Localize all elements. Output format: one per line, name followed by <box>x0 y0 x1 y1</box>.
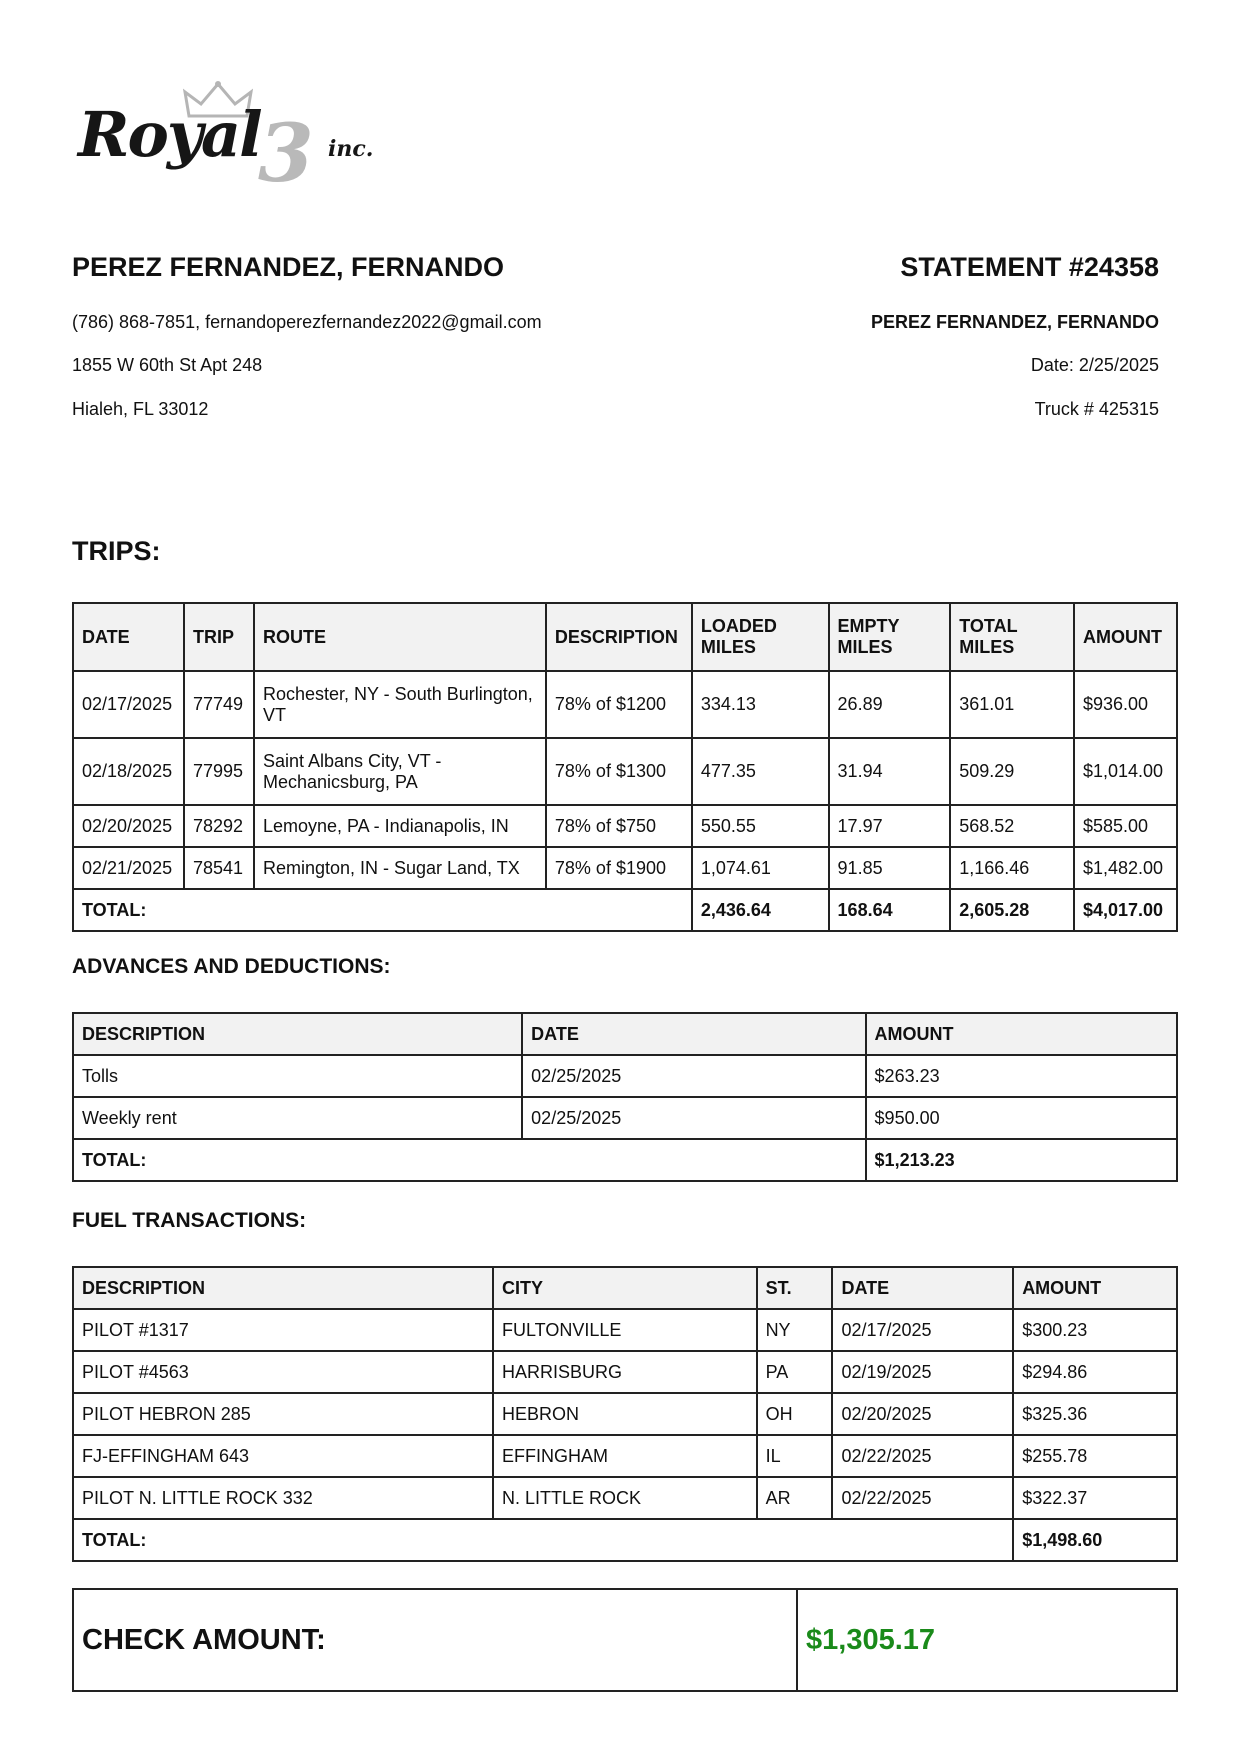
column-header: DATE <box>73 603 184 671</box>
total-row <box>73 889 1177 931</box>
cell-route: Saint Albans City, VT - Mechanicsburg, PA <box>254 738 546 805</box>
column-header: TOTAL MILES <box>950 603 1074 671</box>
cell-date: 02/20/2025 <box>832 1393 1013 1435</box>
driver-address-line2: Hialeh, FL 33012 <box>72 399 209 419</box>
cell-amount: $950.00 <box>866 1097 1177 1139</box>
cell-amount: $936.00 <box>1074 671 1177 738</box>
fuel-title: FUEL TRANSACTIONS: <box>72 1209 307 1232</box>
cell-loaded-miles: 550.55 <box>692 805 829 847</box>
column-header: DATE <box>832 1267 1013 1309</box>
cell-empty-miles: 91.85 <box>829 847 951 889</box>
table-row <box>73 1435 1177 1477</box>
cell-date: 02/17/2025 <box>73 671 184 738</box>
total-label: TOTAL: <box>73 1139 866 1181</box>
cell-amount: $255.78 <box>1013 1435 1177 1477</box>
fuel-table <box>72 1266 1178 1562</box>
column-header: ROUTE <box>254 603 546 671</box>
cell-state: OH <box>757 1393 833 1435</box>
cell-state: AR <box>757 1477 833 1519</box>
cell-description: FJ-EFFINGHAM 643 <box>73 1435 493 1477</box>
cell-city: EFFINGHAM <box>493 1435 757 1477</box>
trips-header-row <box>73 603 1177 671</box>
trips-title: TRIPS: <box>72 536 161 566</box>
column-header: DESCRIPTION <box>73 1013 522 1055</box>
cell-loaded-miles: 334.13 <box>692 671 829 738</box>
cell-amount: $585.00 <box>1074 805 1177 847</box>
cell-amount: $322.37 <box>1013 1477 1177 1519</box>
check-amount-box <box>72 1588 1178 1692</box>
cell-total-miles: 361.01 <box>950 671 1074 738</box>
statement-title: STATEMENT #24358 <box>900 252 1159 282</box>
table-row <box>73 1055 1177 1097</box>
table-row <box>73 1393 1177 1435</box>
cell-city: HARRISBURG <box>493 1351 757 1393</box>
total-amount: $4,017.00 <box>1074 889 1177 931</box>
cell-description: Weekly rent <box>73 1097 522 1139</box>
column-header: CITY <box>493 1267 757 1309</box>
cell-description: 78% of $1200 <box>546 671 692 738</box>
cell-date: 02/21/2025 <box>73 847 184 889</box>
logo-wordmark: Royal <box>78 98 261 171</box>
cell-total-miles: 509.29 <box>950 738 1074 805</box>
statement-date: Date: 2/25/2025 <box>1030 355 1159 375</box>
cell-date: 02/25/2025 <box>522 1097 865 1139</box>
cell-date: 02/22/2025 <box>832 1477 1013 1519</box>
cell-description: PILOT N. LITTLE ROCK 332 <box>73 1477 493 1519</box>
cell-amount: $263.23 <box>866 1055 1177 1097</box>
column-header: AMOUNT <box>1013 1267 1177 1309</box>
cell-empty-miles: 26.89 <box>829 671 951 738</box>
cell-trip: 77995 <box>184 738 254 805</box>
column-header: DESCRIPTION <box>73 1267 493 1309</box>
cell-trip: 78292 <box>184 805 254 847</box>
column-header: EMPTY MILES <box>829 603 951 671</box>
cell-description: Tolls <box>73 1055 522 1097</box>
driver-address-line1: 1855 W 60th St Apt 248 <box>72 355 263 375</box>
cell-trip: 77749 <box>184 671 254 738</box>
cell-amount: $300.23 <box>1013 1309 1177 1351</box>
cell-route: Remington, IN - Sugar Land, TX <box>254 847 546 889</box>
cell-loaded-miles: 477.35 <box>692 738 829 805</box>
total-loaded-miles: 2,436.64 <box>692 889 829 931</box>
table-row <box>73 1351 1177 1393</box>
total-miles: 2,605.28 <box>950 889 1074 931</box>
cell-date: 02/25/2025 <box>522 1055 865 1097</box>
cell-date: 02/17/2025 <box>832 1309 1013 1351</box>
cell-date: 02/20/2025 <box>73 805 184 847</box>
column-header: DESCRIPTION <box>546 603 692 671</box>
cell-city: HEBRON <box>493 1393 757 1435</box>
driver-name: PEREZ FERNANDEZ, FERNANDO <box>72 252 505 282</box>
deductions-header-row <box>73 1013 1177 1055</box>
cell-total-miles: 1,166.46 <box>950 847 1074 889</box>
cell-description: 78% of $750 <box>546 805 692 847</box>
cell-date: 02/22/2025 <box>832 1435 1013 1477</box>
cell-date: 02/19/2025 <box>832 1351 1013 1393</box>
column-header: DATE <box>522 1013 865 1055</box>
table-row <box>73 738 1177 805</box>
company-logo <box>78 80 378 200</box>
check-amount-label: CHECK AMOUNT: <box>74 1590 798 1690</box>
cell-state: NY <box>757 1309 833 1351</box>
cell-description: PILOT #4563 <box>73 1351 493 1393</box>
table-row <box>73 1097 1177 1139</box>
cell-city: N. LITTLE ROCK <box>493 1477 757 1519</box>
cell-empty-miles: 17.97 <box>829 805 951 847</box>
cell-state: IL <box>757 1435 833 1477</box>
total-row <box>73 1139 1177 1181</box>
cell-amount: $294.86 <box>1013 1351 1177 1393</box>
check-amount-value: $1,305.17 <box>806 1623 936 1656</box>
cell-description: 78% of $1300 <box>546 738 692 805</box>
statement-truck: Truck # 425315 <box>1034 399 1159 419</box>
table-row <box>73 847 1177 889</box>
cell-empty-miles: 31.94 <box>829 738 951 805</box>
total-label: TOTAL: <box>73 889 692 931</box>
deductions-table <box>72 1012 1178 1182</box>
column-header: ST. <box>757 1267 833 1309</box>
column-header: LOADED MILES <box>692 603 829 671</box>
cell-description: PILOT HEBRON 285 <box>73 1393 493 1435</box>
cell-amount: $325.36 <box>1013 1393 1177 1435</box>
driver-contact: (786) 868-7851, fernandoperezfernandez2022@gmail.com <box>72 312 542 332</box>
cell-amount: $1,014.00 <box>1074 738 1177 805</box>
fuel-header-row <box>73 1267 1177 1309</box>
cell-description: PILOT #1317 <box>73 1309 493 1351</box>
logo-numeral: 3 <box>258 106 314 200</box>
column-header: AMOUNT <box>866 1013 1177 1055</box>
table-row <box>73 1477 1177 1519</box>
total-amount: $1,498.60 <box>1013 1519 1177 1561</box>
column-header: AMOUNT <box>1074 603 1177 671</box>
cell-city: FULTONVILLE <box>493 1309 757 1351</box>
cell-description: 78% of $1900 <box>546 847 692 889</box>
cell-total-miles: 568.52 <box>950 805 1074 847</box>
cell-state: PA <box>757 1351 833 1393</box>
cell-trip: 78541 <box>184 847 254 889</box>
cell-amount: $1,482.00 <box>1074 847 1177 889</box>
total-row <box>73 1519 1177 1561</box>
statement-name: PEREZ FERNANDEZ, FERNANDO <box>870 312 1159 332</box>
cell-route: Rochester, NY - South Burlington, VT <box>254 671 546 738</box>
column-header: TRIP <box>184 603 254 671</box>
total-label: TOTAL: <box>73 1519 1013 1561</box>
logo-suffix: inc. <box>328 136 374 162</box>
table-row <box>73 1309 1177 1351</box>
deductions-title: ADVANCES AND DEDUCTIONS: <box>72 955 391 978</box>
total-empty-miles: 168.64 <box>829 889 951 931</box>
total-amount: $1,213.23 <box>866 1139 1177 1181</box>
cell-loaded-miles: 1,074.61 <box>692 847 829 889</box>
cell-route: Lemoyne, PA - Indianapolis, IN <box>254 805 546 847</box>
table-row <box>73 671 1177 738</box>
trips-table <box>72 602 1178 932</box>
table-row <box>73 805 1177 847</box>
cell-date: 02/18/2025 <box>73 738 184 805</box>
